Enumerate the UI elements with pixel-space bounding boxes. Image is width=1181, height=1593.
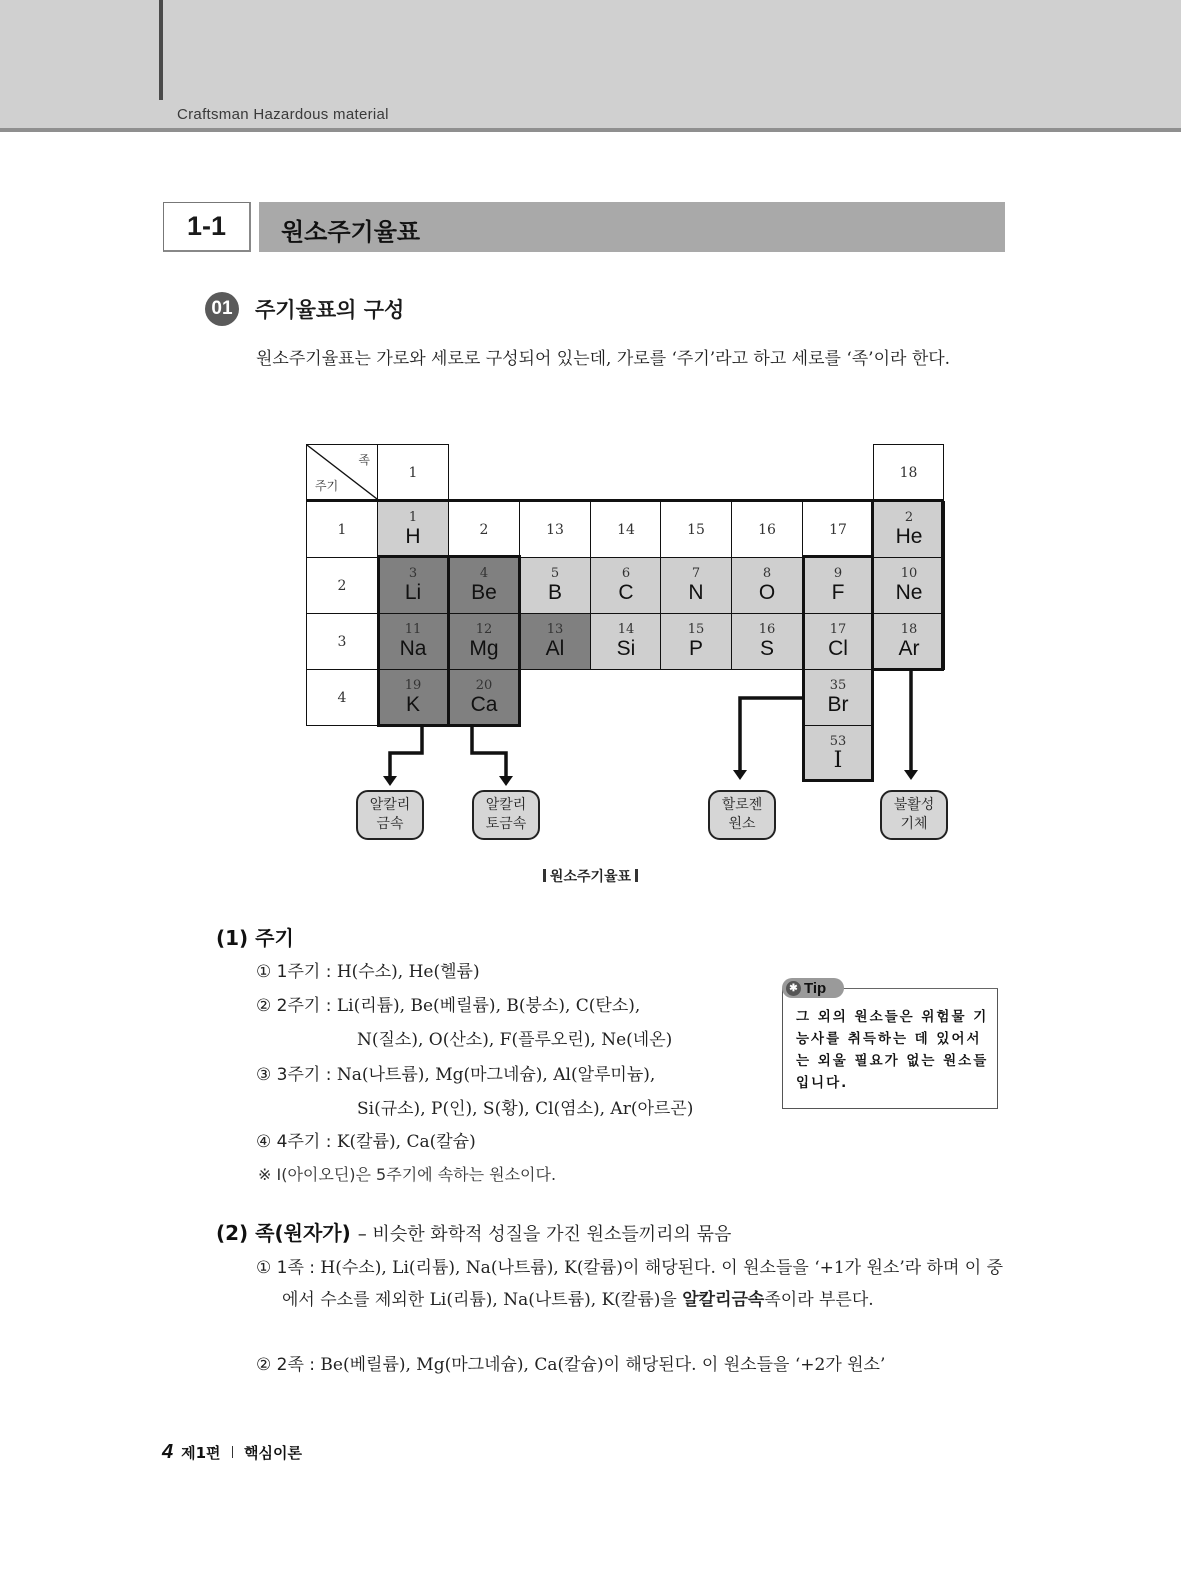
group-item-2: ② 2족 : Be(베릴륨), Mg(마그네슘), Ca(칼슘)이 해당된다. 이 원소들을 ‘+2가 원소’ xyxy=(256,1355,886,1375)
period-item-3-cont: Si(규소), P(인), S(황), Cl(염소), Ar(아르곤) xyxy=(357,1099,694,1119)
figure-caption: 원소주기율표 xyxy=(0,866,1181,886)
element-symbol: Ar xyxy=(898,637,920,660)
element-symbol: F xyxy=(831,581,845,604)
atomic-number: 1 xyxy=(408,510,418,525)
lightbulb-icon: ✱ xyxy=(786,981,801,996)
section-number: 1-1 xyxy=(163,202,251,252)
arrow-alkaline-earth xyxy=(472,726,506,778)
period-item-1: ① 1주기 : H(수소), He(헬륨) xyxy=(256,962,480,982)
group-header-label: 16 xyxy=(758,521,776,538)
atomic-number: 35 xyxy=(829,678,847,693)
element-symbol: C xyxy=(618,581,634,604)
atomic-number: 8 xyxy=(762,566,772,581)
element-symbol: Mg xyxy=(469,637,499,660)
periods-heading: (1) 주기 xyxy=(216,926,294,950)
element-symbol: Na xyxy=(399,637,427,660)
element-symbol: Cl xyxy=(828,637,848,660)
atomic-number: 17 xyxy=(829,622,847,637)
atomic-number: 12 xyxy=(475,622,493,637)
element-symbol: I xyxy=(833,748,843,773)
group-header-label: 14 xyxy=(617,521,635,538)
arrow-alkali xyxy=(390,726,422,778)
caption-bar-right xyxy=(635,869,638,882)
atomic-number: 15 xyxy=(687,622,705,637)
atomic-number: 4 xyxy=(479,566,489,581)
element-symbol: He xyxy=(895,525,923,548)
label-alkaline-earth-metal: 알칼리 토금속 xyxy=(472,790,540,840)
element-symbol: Al xyxy=(545,637,565,660)
element-symbol: N xyxy=(688,581,704,604)
groups-heading: (2) 족(원자가) – 비슷한 화학적 성질을 가진 원소들끼리의 묶음 xyxy=(216,1221,732,1245)
footer-chapter: 핵심이론 xyxy=(244,1444,303,1462)
element-symbol: Si xyxy=(616,637,636,660)
arrowhead-noble xyxy=(904,770,918,780)
atomic-number: 14 xyxy=(617,622,635,637)
group-header-label: 1 xyxy=(408,464,418,481)
atomic-number: 19 xyxy=(404,678,422,693)
subsection-title: 주기율표의 구성 xyxy=(255,298,405,322)
element-symbol: Ca xyxy=(470,693,498,716)
element-symbol: S xyxy=(759,637,774,660)
group-axis-label: 족 xyxy=(358,453,370,467)
group-header-label: 13 xyxy=(546,521,564,538)
atomic-number: 53 xyxy=(829,734,847,749)
page-number: 4 xyxy=(162,1441,174,1463)
tip-top-line xyxy=(840,988,998,989)
atomic-number: 13 xyxy=(546,622,564,637)
label-noble-gas: 불활성 기체 xyxy=(880,790,948,840)
period-item-2-cont: N(질소), O(산소), F(플루오린), Ne(네온) xyxy=(357,1030,673,1050)
label-alkali-metal: 알칼리 금속 xyxy=(356,790,424,840)
atomic-number: 6 xyxy=(621,566,631,581)
arrowhead-halogen xyxy=(733,770,747,780)
atomic-number: 11 xyxy=(404,622,422,637)
group-item-1: ① 1족 : H(수소), Li(리튬), Na(나트륨), K(칼륨)이 해당된다. 이 원소들을 ‘+1가 원소’라 하며 이 중에서 수소를 제외한 Li(리튬), Na(나트륨), K(칼륨)을 알칼리금속족이라 부른다. xyxy=(256,1258,1004,1310)
tip-tag: ✱ Tip xyxy=(782,978,844,998)
period-item-2: ② 2주기 : Li(리튬), Be(베릴륨), B(붕소), C(탄소), xyxy=(256,996,641,1016)
group-header-label: 15 xyxy=(687,521,705,538)
element-symbol: K xyxy=(405,693,420,716)
subsection-badge: 01 xyxy=(205,292,239,326)
label-halogen: 할로젠 원소 xyxy=(708,790,776,840)
group-header-label: 18 xyxy=(899,464,918,481)
element-symbol: Be xyxy=(471,581,497,604)
page-footer xyxy=(162,1441,302,1464)
atomic-number: 16 xyxy=(758,622,776,637)
book-title: Craftsman Hazardous material xyxy=(177,106,389,123)
period-axis-label: 주기 xyxy=(315,479,339,493)
arrow-halogen xyxy=(740,698,802,772)
atomic-number: 3 xyxy=(408,566,418,581)
atomic-number: 20 xyxy=(475,678,493,693)
period-header-label: 4 xyxy=(337,689,347,706)
section-title: 원소주기율표 xyxy=(281,218,421,246)
element-symbol: Br xyxy=(827,693,849,716)
atomic-number: 5 xyxy=(550,566,560,581)
atomic-number: 18 xyxy=(900,622,918,637)
tip-text: 그 외의 원소들은 위험물 기능사를 취득하는 데 있어서는 외울 필요가 없는 원소들입니다. xyxy=(796,1009,989,1091)
arrowhead-alkaline-earth xyxy=(499,776,513,786)
element-symbol: Ne xyxy=(895,581,923,604)
period-header-label: 2 xyxy=(337,577,347,594)
footer-separator xyxy=(232,1446,234,1458)
element-symbol: B xyxy=(547,581,562,604)
element-symbol: P xyxy=(688,637,703,660)
atomic-number: 9 xyxy=(833,566,843,581)
intro-paragraph: 원소주기율표는 가로와 세로로 구성되어 있는데, 가로를 ‘주기’라고 하고 세로를 ‘족’이라 한다. xyxy=(256,349,951,369)
arrowhead-alkali xyxy=(383,776,397,786)
period-header-label: 3 xyxy=(337,633,347,650)
period-note: ※ I(아이오딘)은 5주기에 속하는 원소이다. xyxy=(258,1165,557,1184)
element-symbol: Li xyxy=(404,581,422,604)
footer-part: 제1편 xyxy=(181,1444,221,1462)
period-item-4: ④ 4주기 : K(칼륨), Ca(칼슘) xyxy=(256,1132,476,1152)
period-item-3: ③ 3주기 : Na(나트륨), Mg(마그네슘), Al(알루미늄), xyxy=(256,1065,656,1085)
group-header-label: 17 xyxy=(829,521,847,538)
group-header-label: 2 xyxy=(479,521,489,538)
atomic-number: 2 xyxy=(904,510,914,525)
element-symbol: H xyxy=(405,525,421,548)
period-header-label: 1 xyxy=(337,521,347,538)
caption-bar-left xyxy=(543,869,546,882)
element-symbol: O xyxy=(758,581,776,604)
atomic-number: 10 xyxy=(900,566,918,581)
atomic-number: 7 xyxy=(691,566,701,581)
